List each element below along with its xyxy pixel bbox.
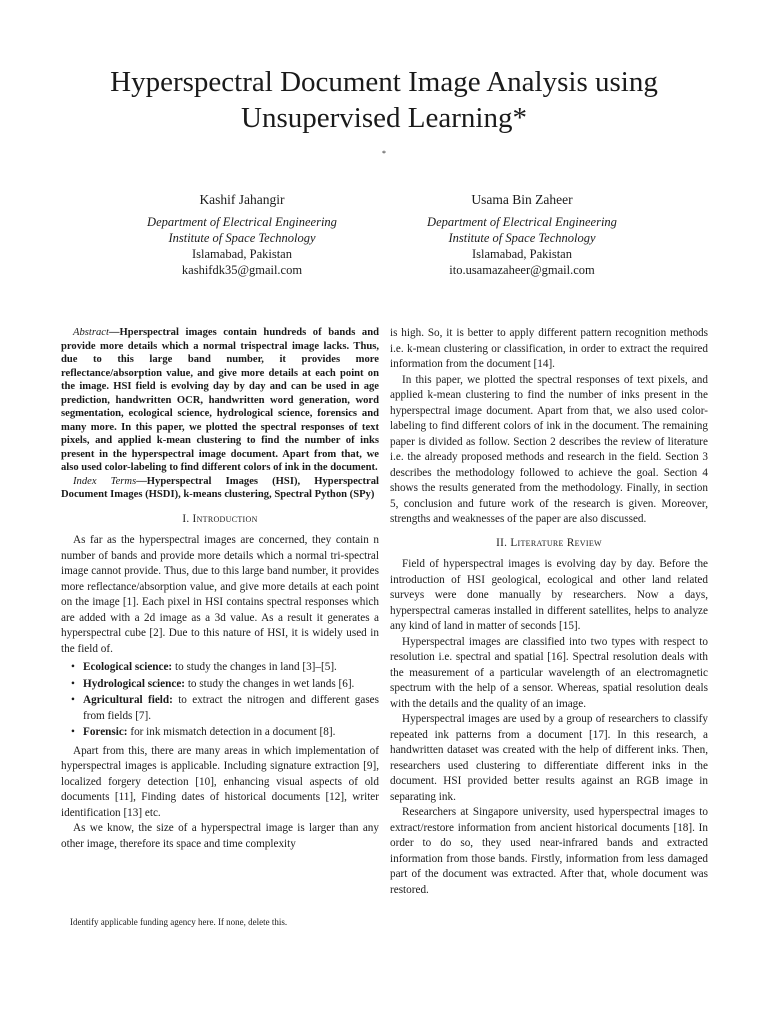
literature-paragraph-1: Field of hyperspectral images is evolving day by day. Before the introduction of HSI geological, ecological and other land related surveys were done manually by researchers. Now a days, hyperspectral cameras installed in different satellites, helps to analyze any kind of land in matter of seconds [15]. <box>390 558 708 632</box>
author-institute: Institute of Space Technology <box>448 231 596 245</box>
index-terms <box>61 475 379 502</box>
intro-paragraph-4: In this paper, we plotted the spectral responses of text pixels, and applied k-mean clustering to find the number of inks present in the hyperspectral image document. Apart from that, we also used color-labeling to find different colors of ink in the document. The remaining paper is divided as follow. Section 2 describes the review of literature i.e. the already proposed methods and research in the field. Section 3 describes the methodology followed to achieve the goal. Section 4 shows the results generated from the methodology. Finally, in section 5, conclusion and future work of the research is given. Moreover, strengths and weaknesses of the paper are also discussed. <box>390 373 708 525</box>
author-name: Kashif Jahangir <box>199 192 285 207</box>
list-item-term: Ecological science: <box>83 661 173 673</box>
list-item <box>73 660 379 676</box>
intro-paragraph-1: As far as the hyperspectral images are concerned, they contain n number of bands and provide more details which a normal tri-spectral image cannot provide. Thus, due to this large band number, it provides more reflectance/absorption value, and give more details at each point on the image [1]. Each pixel in HSI contains spectral responses which are added with a 2d image as a 3d value. As a result it generates a hyperspectral cube [2]. Due to this nature of HSI, it is widely used in the field of. <box>61 534 379 655</box>
literature-paragraph-2: Hyperspectral images are classified into two types with respect to resolution i.e. spectral and spatial [16]. Spectral resolution deals with the measurement of a particular wavelength of an electromagnetic spectrum with the help of a sensor. Whereas, spatial resolution deals with the details and the quality of an image. <box>390 635 708 710</box>
author-city: Islamabad, Pakistan <box>472 247 572 261</box>
author-name: Usama Bin Zaheer <box>471 192 573 207</box>
right-column <box>390 326 708 898</box>
section-heading-introduction: I. Introduction <box>182 512 258 525</box>
author-email: ito.usamazaheer@gmail.com <box>449 263 595 277</box>
author-institute: Institute of Space Technology <box>168 231 316 245</box>
literature-paragraph-3: Hyperspectral images are used by a group of researchers to classify repeated ink patterns from a document [17]. In this research, a handwritten dataset was created with the help of different inks. Then, researchers used clustering to differentiate different inks in the document. HSI provided better results against an RGB image in separating ink. <box>390 713 708 803</box>
footnote: Identify applicable funding agency here. If none, delete this. <box>70 917 288 927</box>
abstract <box>61 326 379 475</box>
intro-paragraph-3: As we know, the size of a hyperspectral image is larger than any other image, therefore its space and time complexity <box>61 822 379 850</box>
author-block-2 <box>357 192 687 278</box>
index-terms-lead: Index Terms <box>73 475 137 487</box>
list-item-text: for ink mismatch detection in a document [8]. <box>127 726 336 738</box>
application-list <box>61 660 379 741</box>
list-item-text: to study the changes in land [3]–[5]. <box>172 661 337 673</box>
title-line-2: Unsupervised Learning* <box>241 102 527 134</box>
index-terms-text: —Hyperspectral Images (HSI), Hyperspectral Document Images (HSDI), k-means clustering, Spectral Python (SPy) <box>61 475 379 500</box>
author-department: Department of Electrical Engineering <box>147 215 337 229</box>
intro-continuation: is high. So, it is better to apply different pattern recognition methods i.e. k-mean clustering or classification, in order to extract the required information from the document [14]. <box>390 327 708 370</box>
author-city: Islamabad, Pakistan <box>192 247 292 261</box>
list-item-term: Agricultural field: <box>83 694 173 706</box>
title-footnote-mark: * <box>382 149 386 158</box>
author-email: kashifdk35@gmail.com <box>181 263 303 277</box>
list-item-term: Hydrological science: <box>83 677 186 690</box>
list-item-text: to extract the nitrogen and different gases from fields [7]. <box>83 694 380 722</box>
list-item-term: Forensic: <box>83 726 128 738</box>
paper-title <box>40 64 728 136</box>
list-item <box>73 677 379 693</box>
title-line-1: Hyperspectral Document Image Analysis using <box>110 66 658 98</box>
literature-paragraph-4: Researchers at Singapore university, used hyperspectral images to extract/restore information from ancient historical documents [18]. In order to do so, they used near-infrared bands and extracted information from those bands. Firstly, information from less damaged part of the document was extracted. After that, whole document was restored. <box>390 806 708 896</box>
left-column <box>61 326 379 852</box>
author-department: Department of Electrical Engineering <box>427 215 617 229</box>
section-heading-literature-review: II. Literature Review <box>496 536 602 549</box>
abstract-lead: Abstract <box>73 327 109 338</box>
abstract-text: —Hperspectral images contain hundreds of bands and provide more details which a normal trispectral image lacks. Thus, due to this large band number, it provides more reflectance/absorption value, and give more details at each point on the image. HSI field is evolving day by day and can be used in age prediction, handwritten OCR, handwritten word generation, word segmentation, ecological science, hydrological science, forensics and many more. In this paper, we plotted the spectral responses of text pixels, and applied k-mean clustering to find the number of inks present in the hyperspectral image document. Apart from that, we also used color-labeling to find different colors of ink in the document. <box>61 327 379 473</box>
list-item <box>73 693 379 724</box>
list-item <box>73 725 379 741</box>
list-item-text: to study the changes in wet lands [6]. <box>185 677 355 690</box>
intro-paragraph-2: Apart from this, there are many areas in which implementation of hyperspectral images is applicable. Including signature extraction [9], localized forgery detection [10], enhancing visual aspects of old documents [11], Finding dates of historical documents [12], writer identification [13] etc. <box>61 744 379 819</box>
